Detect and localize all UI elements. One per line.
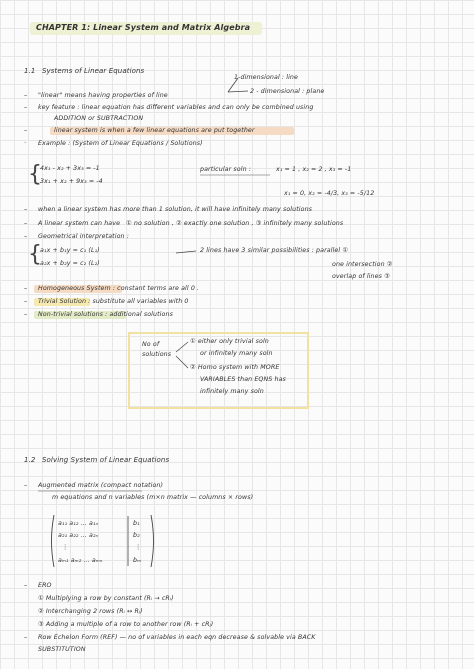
diagram-bottom-label: 2 - dimensional : plane: [250, 88, 325, 95]
note-line: m equations and n variables (m×n matrix — columns × rows): [52, 494, 254, 501]
matrix-row: aₘ₁ aₘ₂ ... aₘₙ: [58, 557, 103, 564]
bullet-dash: –: [24, 220, 28, 227]
bullet-dash: –: [24, 298, 28, 305]
note-line: 2 lines have 3 similar possibilities : parallel ①: [200, 247, 349, 254]
matrix-row: ⋮: [62, 544, 69, 551]
curly-brace: {: [28, 162, 42, 187]
note-line: when a linear system has more than 1 solution, it will have infinitely many solutions: [38, 206, 313, 213]
note-line: Row Echelon Form (REF) — no of variables in each eqn decrease & solvable via BACK: [38, 634, 316, 641]
note-line: Augmented matrix (compact notation): [38, 482, 164, 489]
note-line: ③ Adding a multiple of a row to another row (Rᵢ + cRⱼ): [38, 621, 214, 628]
note-line: Geometrical interpretation :: [38, 233, 129, 240]
matrix-row: a₁₁ a₁₂ ... a₁ₙ: [58, 520, 99, 527]
line-equation: a₂x + b₂y = c₂ (L₂): [40, 260, 100, 267]
particular-solution-alt: x₁ = 0, x₂ = -4/3, x₃ = -5/12: [284, 190, 375, 197]
note-line: ERO: [38, 582, 52, 589]
note-line: A linear system can have: [38, 220, 121, 227]
matrix-b: ⋮: [135, 544, 142, 551]
bullet-dot: ·: [24, 140, 27, 147]
note-line: Trivial Solution : substitute all variables with 0: [38, 298, 189, 305]
bullet-dash: –: [24, 634, 28, 641]
bullet-dash: –: [24, 582, 28, 589]
bullet-dash: –: [24, 127, 28, 134]
bullet-dash: –: [24, 285, 28, 292]
matrix-row: a₂₁ a₂₂ ... a₂ₙ: [58, 532, 99, 539]
diagram-top-label: 1-dimensional : line: [234, 74, 298, 81]
particular-solution-label: particular soln :: [200, 166, 252, 173]
section-number: 1.2: [24, 456, 36, 464]
note-line: Example : (System of Linear Equations / Solutions): [38, 140, 203, 147]
section-heading: Systems of Linear Equations: [42, 67, 145, 75]
box-text: or infinitely many soln: [200, 350, 273, 357]
note-line: ② Interchanging 2 rows (Rᵢ ↔ Rⱼ): [38, 608, 143, 615]
page-title: CHAPTER 1: Linear System and Matrix Algebra: [36, 23, 251, 32]
matrix-b: b₁: [133, 520, 140, 527]
bullet-dash: –: [24, 482, 28, 489]
bullet-dash: –: [24, 104, 28, 111]
equation: 4x₁ - x₂ + 3x₃ = -1: [40, 165, 100, 172]
note-line: ① no solution , ② exactly one solution , ③ infinitely many solutions: [126, 220, 344, 227]
equation: 3x₁ + x₂ + 9x₃ = -4: [40, 178, 103, 185]
bullet-dash: –: [24, 233, 28, 240]
bullet-dash: –: [24, 206, 28, 213]
section-heading: Solving System of Linear Equations: [42, 456, 170, 464]
box-text: ① either only trivial soln: [190, 338, 269, 345]
box-text: ② Homo system with MORE: [190, 364, 280, 371]
bullet-dash: –: [24, 311, 28, 318]
note-line: Non-trivial solutions : additional solutions: [38, 311, 173, 318]
bullet-dash: –: [24, 92, 28, 99]
note-line: "linear" means having properties of line: [38, 92, 168, 99]
note-line: Homogeneous System : constant terms are all 0 .: [38, 285, 200, 292]
box-text: infinitely many soln: [200, 388, 264, 395]
curly-brace: {: [28, 242, 42, 267]
note-line: linear system is when a few linear equations are put together: [54, 127, 255, 134]
particular-solution-values: x₁ = 1 , x₂ = 2 , x₃ = -1: [276, 166, 352, 173]
section-number: 1.1: [24, 67, 36, 75]
box-label: No of: [142, 341, 160, 348]
note-line: one intersection ②: [332, 261, 393, 268]
box-label: solutions: [142, 351, 172, 358]
line-equation: a₁x + b₁y = c₁ (L₁): [40, 247, 100, 254]
matrix-b: b₂: [133, 532, 140, 539]
note-line: key feature : linear equation has different variables and can only be combined using: [38, 104, 314, 111]
note-line: ① Multiplying a row by constant (Rᵢ → cRᵢ): [38, 595, 174, 602]
matrix-b: bₘ: [133, 557, 142, 564]
note-line: SUBSTITUTION: [38, 646, 86, 653]
note-line: overlap of lines ③: [332, 273, 390, 280]
box-text: VARIABLES than EQNS has: [200, 376, 286, 383]
note-line: ADDITION or SUBTRACTION: [54, 115, 144, 122]
